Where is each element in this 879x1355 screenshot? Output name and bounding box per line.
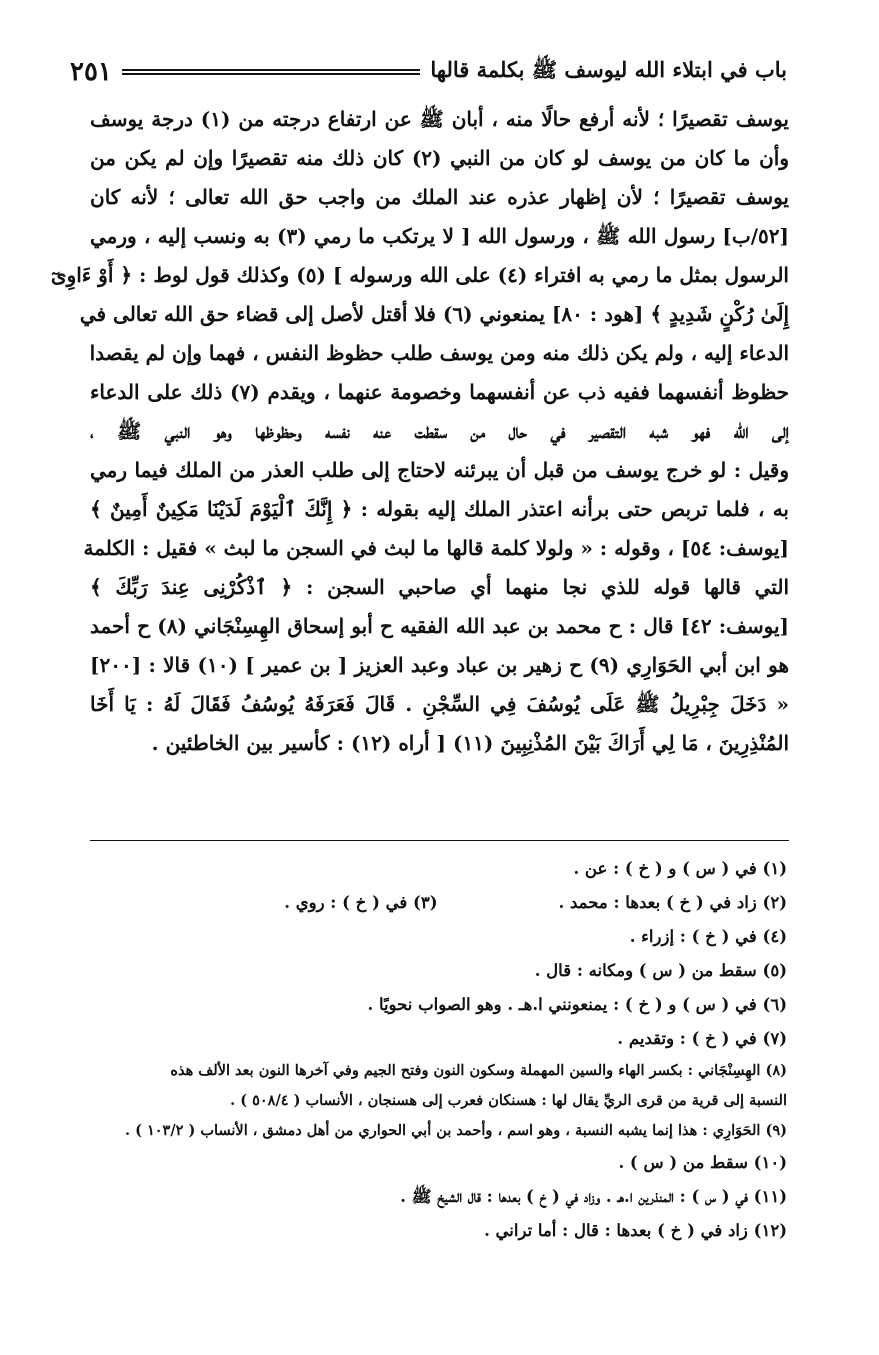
text-line: وقيل : لو خرج يوسف من قبل أن يبرئنه لاحتاج إلى طلب العذر من الملك فيما رمي <box>90 458 789 482</box>
text-line: به ، فلما تربص حتى برأنه اعتذر الملك إليه بقوله : ﴿ إِنَّكَ ٱلْيَوْمَ لَدَيْنَا مَكِينٌ أَمِينٌ ﴾ <box>90 497 789 521</box>
text-line: يوسف تقصيرًا ؛ لأنه أرفع حالًا منه ، أبان ﷺ عن ارتفاع درجته من (١) درجة يوسف <box>90 107 789 131</box>
text-line: وأن ما كان من يوسف لو كان من النبي (٢) كان ذلك منه تقصيرًا وإن لم يكن من <box>90 146 789 170</box>
text-line: الدعاء إليه ، ولم يكن ذلك منه ومن يوسف طلب حظوظ النفس ، فهما وإن لم يقصدا <box>89 341 789 365</box>
main-text <box>50 100 790 763</box>
text-line: يوسف تقصيرًا ؛ لأن إظهار عذره عند الملك من واجب حق الله تعالى ؛ لأنه كان <box>90 185 789 209</box>
footnote-6: (٦) في ( س ) و ( خ ) : يمنعونني ا.هـ . وهو الصواب نحويًا . <box>367 995 787 1014</box>
footnote-divider <box>90 840 789 841</box>
text-line: [يوسف: ٤٢] قال : ح محمد بن عبد الله الفقيه ح أبو إسحاق الهِسِنْجَاني (٨) ح أحمد <box>90 614 790 638</box>
footnote-9: (٩) الحَوَارِي : هذا إنما يشبه النسبة ، وهو اسم ، وأحمد بن أبي الحواري من أهل دمشق ، الأنساب ( ١٠٣/٢ ) . <box>124 1122 787 1139</box>
header-rule <box>122 69 421 75</box>
text-line: هو ابن أبي الحَوَارِي (٩) ح زهير بن عباد وعبد العزيز [ بن عمير ] (١٠) قالا : [٢٠٠] <box>90 653 789 677</box>
footnote-4: (٤) في ( خ ) : إزراء . <box>629 927 787 946</box>
page-number: ٢٥١ <box>70 57 112 87</box>
text-line: المُنْذِرِينَ ، مَا لِي أَرَاكَ بَيْنَ المُذْنِبِينَ (١١) [ أراه (١٢) : كأسير بين الخاطئين . <box>151 731 789 755</box>
footnotes <box>88 852 787 1248</box>
footnote-1: (١) في ( س ) و ( خ ) : عن . <box>573 859 787 878</box>
footnote-row <box>88 886 787 920</box>
text-line: التي قالها قوله للذي نجا منهما أي صاحبي السجن : ﴿ ٱذْكُرْنِى عِندَ رَبِّكَ ﴾ <box>90 575 789 599</box>
chapter-title: باب في ابتلاء الله ليوسف ﷺ بكلمة قالها <box>430 56 787 82</box>
text-line: [٥٢/ب] رسول الله ﷺ ، ورسول الله [ لا يرتكب ما رمي (٣) به ونسب إليه ، ورمي <box>90 224 789 248</box>
running-header <box>70 52 787 92</box>
footnote-5: (٥) سقط من ( س ) ومكانه : قال . <box>534 961 787 980</box>
text-line: « دَخَلَ جِبْرِيلُ ﷺ عَلَى يُوسُفَ فِي السِّجْنِ . قَالَ فَعَرَفَهُ يُوسُفُ فَقَالَ لَهُ : يَا أَخَا <box>90 692 789 716</box>
footnote-3: (٣) في ( خ ) : روي . <box>284 893 438 912</box>
text-line: إِلَىٰ رُكْنٍ شَدِيدٍ ﴾ [هود : ٨٠] يمنعوني (٦) فلا أقتل لأصل إلى قضاء حق الله تعالى في <box>79 302 789 326</box>
footnote-8-continued: النسبة إلى قرية من قرى الريِّ يقال لها : هسنكان فعرب إلى هسنجان ، الأنساب ( ٥٠٨/٤ ) . <box>230 1092 787 1109</box>
footnote-8: (٨) الهِسِنْجَاني : بكسر الهاء والسين المهملة وسكون النون وفتح الجيم وفي آخرها النون بعد الألف هذه <box>170 1062 787 1079</box>
text-line: الرسول بمثل ما رمي به افتراء (٤) على الله ورسوله ] (٥) وكذلك قول لوط : ﴿ أَوْ ءَاوِىٓ <box>50 263 789 287</box>
footnote-11: (١١) في ( س ) : المنذرين ا.هـ . وزاد في ( خ ) بعدها : قال الشيخ ﷺ . <box>400 1187 787 1206</box>
footnote-7: (٧) في ( خ ) : وتقديم . <box>617 1029 787 1048</box>
text-line: إلى الله فهو شبه التقصير في حال من سقطت عنه نفسه وحظوظها وهو النبي ﷺ ، <box>90 419 789 443</box>
text-line: حظوظ أنفسهما ففيه ذب عن أنفسهما وخصومة عنهما ، ويقدم (٧) ذلك على الدعاء <box>90 380 789 404</box>
footnote-2: (٢) زاد في ( خ ) بعدها : محمد . <box>558 893 787 912</box>
footnote-12: (١٢) زاد في ( خ ) بعدها : قال : أما تراني . <box>484 1221 787 1240</box>
text-line: [يوسف: ٥٤] ، وقوله : « ولولا كلمة قالها ما لبث في السجن ما لبث » فقيل : الكلمة <box>83 536 789 560</box>
footnote-10: (١٠) سقط من ( س ) . <box>618 1153 787 1172</box>
